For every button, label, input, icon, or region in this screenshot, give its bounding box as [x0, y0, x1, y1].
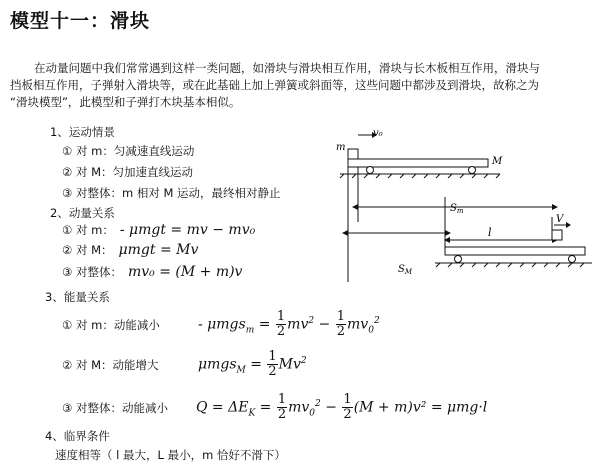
intro-paragraph: [10, 60, 585, 111]
section-motion-heading: 1、运动情景: [50, 125, 115, 139]
intro-line-1: 在动量问题中我们常常遇到这样一类问题，如滑块与滑块相互作用，滑块与长木板相互作用，滑块与: [34, 61, 540, 75]
energy-row-M: [62, 350, 307, 379]
momentum-label-M: ② 对 M：: [62, 243, 113, 257]
energy-formula-whole: $Q = \Delta E_K$ = $\frac{1}{2}$ $mv_0^2$ − $\frac{1}{2}$ (M + m)v² = μmg·l: [196, 392, 488, 422]
critical-condition-text: 速度相等（ l 最大，L 最小，m 恰好不滑下）: [55, 448, 286, 462]
board-M-end: [445, 247, 585, 255]
section-critical-heading: 4、临界条件: [45, 429, 110, 443]
motion-item-whole: ③ 对整体：m 相对 M 运动，最终相对静止: [62, 186, 281, 200]
energy-formula-m: - μmgs$_m$ = $\frac{1}{2}$ $mv^2$ − $\frac{1}{2}$ $mv_0^2$: [198, 309, 380, 339]
block-m-end: [552, 230, 562, 240]
block-m-start: [348, 149, 358, 159]
momentum-label-m: ① 对 m：: [62, 223, 114, 237]
section-energy-heading: 3、能量关系: [45, 290, 110, 304]
label-M: M: [492, 156, 503, 167]
momentum-row-M: [62, 242, 198, 258]
board-M-start: [348, 159, 488, 167]
label-v0: v₀: [373, 128, 383, 139]
slider-diagram: [330, 122, 592, 282]
momentum-formula-whole: mv₀ = (M + m)v: [127, 264, 243, 280]
label-l: l: [488, 226, 492, 239]
label-v: V: [556, 214, 564, 225]
intro-line-3: “滑块模型”，此模型和子弹打木块基本相似。: [10, 95, 241, 109]
motion-item-M: ② 对 M：匀加速直线运动: [62, 165, 194, 179]
energy-label-whole: ③ 对整体：动能减小: [62, 400, 168, 415]
label-sm: $S_m$: [450, 203, 464, 215]
label-SM: $S_M$: [398, 264, 413, 276]
momentum-formula-m: - μmgt = mv − mv₀: [119, 222, 256, 238]
momentum-row-m: [62, 222, 255, 238]
energy-row-whole: [62, 393, 487, 422]
section-momentum-heading: 2、动量关系: [50, 206, 115, 220]
momentum-formula-M: μmgt = Mv: [118, 242, 199, 258]
energy-label-M: ② 对 M：动能增大: [62, 357, 159, 372]
energy-formula-M: μmgs$_M$ = $\frac{1}{2}$ Mv$^2$: [198, 349, 307, 379]
label-m: m: [336, 142, 346, 153]
momentum-row-whole: [62, 264, 242, 280]
intro-line-2: 挡板相互作用，子弹射入滑块等，或在此基础上加上弹簧或斜面等，这些问题中都涉及到滑块，故称之为: [10, 78, 539, 92]
page-title: 模型十一：滑块: [10, 10, 151, 32]
energy-label-m: ① 对 m：动能减小: [62, 317, 160, 332]
momentum-label-whole: ③ 对整体：: [62, 265, 122, 279]
motion-item-m: ① 对 m：匀减速直线运动: [62, 144, 195, 158]
energy-row-m: [62, 310, 380, 339]
